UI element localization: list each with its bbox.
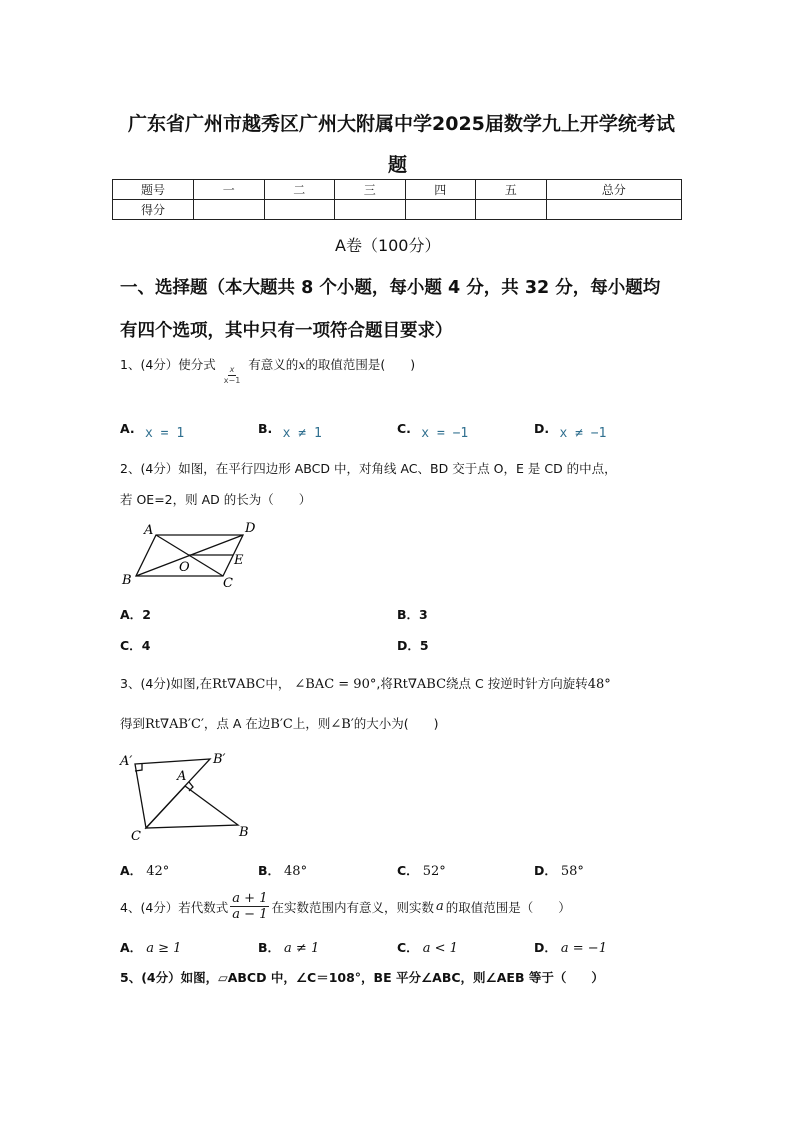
score-table — [112, 179, 682, 220]
q3-text: 的大小为( ) — [353, 716, 439, 731]
option-label: C． — [397, 940, 419, 955]
q2-parallelogram-figure — [118, 518, 268, 590]
score-table-header-cell: 总分 — [546, 180, 682, 200]
q3-text: ,将 — [376, 676, 393, 691]
q4-mid: 在实数范围内有意义，则实数 — [271, 899, 434, 915]
q3-label-b: B — [239, 825, 249, 840]
q3-right-angle-mark-a — [189, 782, 193, 791]
q2-option-c[interactable] — [120, 636, 150, 654]
option-value: a ≥ 1 — [146, 941, 182, 956]
q3-triangle-a1b1c — [135, 759, 210, 828]
option-label: C． — [120, 638, 142, 653]
q4-fraction — [230, 892, 269, 921]
q3-text: ，点 A 在边 — [203, 716, 271, 731]
question-2-line2: 若 OE=2，则 AD 的长为（ ） — [120, 492, 312, 507]
q4-option-a[interactable] — [120, 938, 181, 956]
q1-option-d[interactable] — [534, 421, 607, 441]
score-table-header-cell: 五 — [476, 180, 547, 200]
q1-option-c[interactable] — [397, 421, 469, 441]
option-label: D. — [534, 421, 550, 436]
section-heading-line1: 一、选择题（本大题共 8 个小题，每小题 4 分，共 32 分，每小题均 — [120, 278, 661, 298]
q4-option-d[interactable] — [534, 938, 607, 956]
q3-math: ∠BAC = 90° — [294, 677, 377, 692]
option-label: A． — [120, 863, 143, 878]
option-value: 48° — [284, 864, 308, 879]
q3-text: 中， — [265, 676, 291, 691]
q3-triangle-abc — [146, 786, 238, 828]
option-value: 5 — [419, 638, 429, 653]
score-table-header-row — [113, 180, 682, 200]
score-cell[interactable] — [335, 200, 406, 220]
score-cell[interactable] — [194, 200, 265, 220]
q3-math: 48° — [587, 677, 611, 692]
score-table-header-cell: 二 — [264, 180, 335, 200]
option-value: 52° — [422, 864, 446, 879]
option-value: x ≠ 1 — [282, 426, 322, 441]
question-1 — [120, 355, 416, 385]
score-table-header-cell: 四 — [405, 180, 476, 200]
option-value: a = −1 — [560, 941, 607, 956]
option-value: 2 — [142, 607, 151, 622]
q1-option-b[interactable] — [258, 421, 322, 441]
page-title-continued: 题 — [388, 154, 408, 176]
q4-prefix: 4、(4分）若代数式 — [120, 899, 229, 915]
q1-fraction — [222, 366, 243, 385]
question-4 — [120, 892, 571, 921]
option-value: a ≠ 1 — [284, 941, 320, 956]
q2-option-a[interactable] — [120, 605, 151, 623]
section-heading-line2: 有四个选项，其中只有一项符合题目要求） — [120, 321, 453, 341]
q3-text: 上，则 — [292, 716, 331, 731]
question-3-line2 — [120, 714, 439, 732]
q3-label-a1: A′ — [120, 754, 133, 769]
question-2-line1: 2、(4分）如图，在平行四边形 ABCD 中，对角线 AC、BD 交于点 O，E 是 CD 的中点， — [120, 461, 617, 476]
option-value: 4 — [141, 638, 151, 653]
q4-frac-num: a + 1 — [232, 891, 268, 906]
q3-option-b[interactable] — [258, 861, 307, 879]
q1-frac-den: x−1 — [223, 376, 241, 385]
score-table-header-cell: 题号 — [113, 180, 194, 200]
option-value: x ≠ −1 — [559, 426, 607, 441]
option-label: A. — [120, 421, 135, 436]
q3-option-c[interactable] — [397, 861, 446, 879]
q1-frac-num: x — [229, 365, 235, 374]
option-label: B． — [397, 607, 420, 622]
q2-option-b[interactable] — [397, 605, 428, 623]
q2-label-a: A — [144, 523, 154, 538]
q2-label-d: D — [245, 521, 256, 536]
score-cell[interactable] — [476, 200, 547, 220]
q3-label-a: A — [177, 769, 187, 784]
q3-label-c: C — [131, 829, 141, 842]
q3-option-a[interactable] — [120, 861, 169, 879]
q3-label-b1: B′ — [213, 752, 226, 767]
q3-rotation-figure — [118, 748, 258, 842]
q4-option-b[interactable] — [258, 938, 319, 956]
option-label: B． — [258, 940, 281, 955]
q2-label-b: B — [122, 573, 132, 588]
q3-text: 3、(4分)如图,在 — [120, 676, 213, 691]
volume-a-heading: A卷（100分） — [335, 236, 441, 255]
score-table-header-cell: 三 — [335, 180, 406, 200]
option-value: 42° — [146, 864, 170, 879]
option-label: D． — [534, 940, 557, 955]
page-title: 广东省广州市越秀区广州大附属中学2025届数学九上开学统考试 — [128, 113, 675, 135]
q1-suffix: 有意义的 — [248, 357, 299, 372]
option-label: C. — [397, 421, 411, 436]
option-label: B. — [258, 421, 273, 436]
q3-math: Rt∇AB′C′ — [145, 717, 204, 732]
option-value: x = −1 — [421, 426, 469, 441]
option-label: D． — [534, 863, 557, 878]
q2-label-c: C — [223, 576, 233, 590]
q3-math: ∠B′ — [330, 717, 354, 732]
q3-option-d[interactable] — [534, 861, 584, 879]
q4-option-c[interactable] — [397, 938, 458, 956]
option-value: 3 — [419, 607, 428, 622]
q3-math: B′C — [270, 717, 293, 732]
q2-option-d[interactable] — [397, 636, 429, 654]
q2-label-o: O — [179, 560, 190, 575]
q3-text: 绕点 C 按逆时针方向旋转 — [446, 676, 588, 691]
option-label: C． — [397, 863, 419, 878]
q2-label-e: E — [234, 553, 244, 568]
question-3-line1 — [120, 674, 611, 692]
option-value: x = 1 — [145, 426, 185, 441]
score-table-score-row — [113, 200, 682, 220]
q4-frac-den: a − 1 — [232, 907, 268, 922]
score-row-label: 得分 — [113, 200, 194, 220]
score-cell[interactable] — [264, 200, 335, 220]
option-label: A． — [120, 607, 143, 622]
q3-math: Rt∇ABC — [392, 677, 447, 692]
score-cell[interactable] — [405, 200, 476, 220]
q1-prefix: 1、(4分）使分式 — [120, 357, 216, 372]
score-cell[interactable] — [546, 200, 682, 220]
q4-var: a — [436, 899, 444, 914]
q1-option-a[interactable] — [120, 421, 185, 441]
q3-math: Rt∇ABC — [212, 677, 266, 692]
option-value: 58° — [560, 864, 584, 879]
q1-var: x — [298, 357, 306, 372]
option-label: A． — [120, 940, 143, 955]
option-label: B． — [258, 863, 281, 878]
score-table-header-cell: 一 — [194, 180, 265, 200]
q4-suffix: 的取值范围是（ ） — [445, 899, 571, 915]
question-5: 5、(4分）如图，▱ABCD 中，∠C＝108°，BE 平分∠ABC，则∠AEB 等于（ ） — [120, 970, 604, 985]
option-label: D． — [397, 638, 420, 653]
q1-suffix2: 的取值范围是( ) — [305, 357, 416, 372]
option-value: a < 1 — [422, 941, 458, 956]
q3-text: 得到 — [120, 716, 146, 731]
